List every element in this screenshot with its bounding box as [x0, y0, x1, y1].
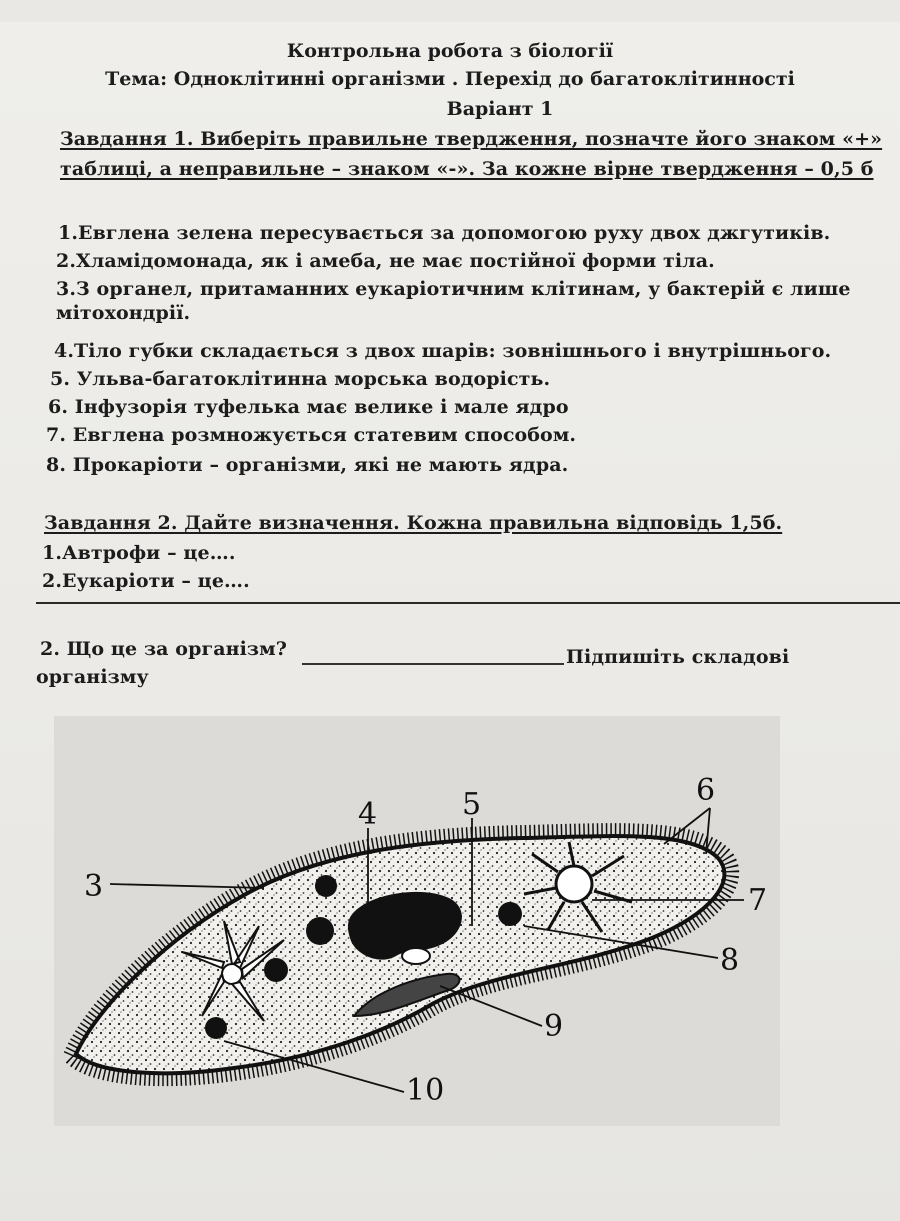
task1-heading-line1: Завдання 1. Виберіть правильне твердження, позначте його знаком «+»	[60, 128, 883, 150]
statement-1: 1.Евглена зелена пересувається за допомогою руху двох джгутиків.	[58, 222, 831, 244]
statement-3: 3.З органел, притаманних еукаріотичним клітинам, у бактерій є лише	[56, 278, 851, 300]
micronucleus	[402, 948, 430, 964]
task1-heading-line2: таблиці, а неправильне – знаком «-». За кожне вірне твердження – 0,5 б	[60, 158, 874, 180]
label-instruction: Підпишіть складові	[566, 646, 790, 668]
label-5: 5	[462, 787, 482, 822]
label-7: 7	[748, 883, 768, 918]
statement-6: 6. Інфузорія туфелька має велике і мале ядро	[48, 396, 569, 418]
statement-5: 5. Ульва-багатоклітинна морська водорість.	[50, 368, 551, 390]
answer-blank[interactable]	[302, 663, 564, 665]
statement-4: 4.Тіло губки складається з двох шарів: зовнішнього і внутрішнього.	[54, 340, 832, 362]
label-instruction-cont: організму	[36, 666, 149, 688]
label-6: 6	[696, 773, 716, 808]
worksheet-page	[0, 22, 900, 1221]
paramecium-diagram	[54, 716, 780, 1126]
label-4: 4	[358, 797, 378, 832]
definition-2: 2.Еукаріоти – це….	[42, 570, 250, 592]
statement-3-cont: мітохондрії.	[56, 302, 191, 324]
label-8: 8	[720, 943, 740, 978]
definition-1: 1.Автрофи – це….	[42, 542, 236, 564]
statement-7: 7. Евглена розмножується статевим способом.	[46, 424, 577, 446]
topic-line: Тема: Одноклітинні організми . Перехід до багатоклітинності	[105, 68, 795, 90]
label-9: 9	[544, 1009, 564, 1044]
label-10: 10	[406, 1073, 445, 1108]
page-title: Контрольна робота з біології	[286, 40, 614, 62]
statement-2: 2.Хламідомонада, як і амеба, не має постійної форми тіла.	[56, 250, 715, 272]
statement-8: 8. Прокаріоти – організми, які не мають ядра.	[46, 454, 569, 476]
label-3: 3	[84, 869, 104, 904]
variant-label: Варіант 1	[446, 98, 554, 120]
task2-heading: Завдання 2. Дайте визначення. Кожна правильна відповідь 1,5б.	[44, 512, 783, 534]
organism-question: 2. Що це за організм?	[40, 638, 287, 660]
section-divider	[36, 602, 900, 604]
